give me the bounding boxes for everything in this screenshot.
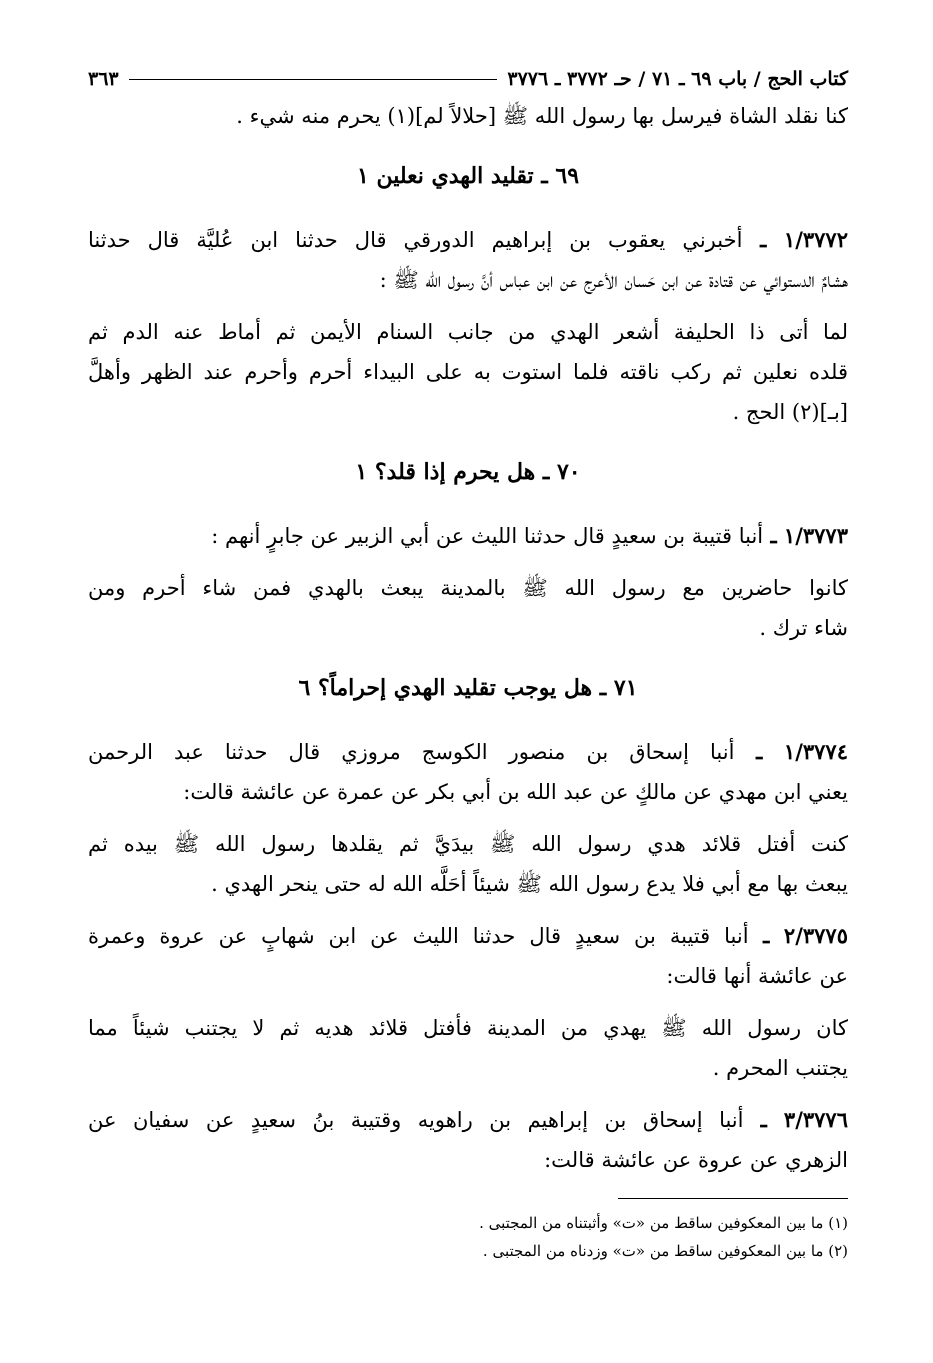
hadith-number: ٣/٣٧٧٦ ـ [743,1107,848,1132]
line-text: شاء ترك . [759,616,848,640]
page-body [88,96,848,1180]
text-line [88,608,848,648]
text-line [88,260,848,300]
spacer [88,1088,848,1100]
line-text: أنبا إسحاق بن منصور الكوسج مروزي قال حدثنا عبد الرحمن [88,740,735,764]
text-line [88,772,848,812]
text-line [88,1140,848,1180]
text-line [88,732,848,772]
book-page [88,62,848,1265]
text-line [88,312,848,352]
line-text: هشامٌ الدستوائي عن قتادة عن ابن حَسان الأعرج عن ابن عباس أنَّ رسول الله ﷺ : [379,268,848,292]
line-text: يجتنب المحرم . [712,1056,848,1080]
text-line [88,864,848,904]
footnotes [88,1209,848,1265]
footnote-separator [618,1198,848,1199]
line-text: عن عائشة أنها قالت: [666,964,848,988]
hadith-number: ١/٣٧٧٢ ـ [742,227,848,252]
line-text: قلده نعلين ثم ركب ناقته فلما استوت به على البيداء أحرم وأحرم عند الظهر وأهلَّ [88,360,848,384]
line-text: يبعث بها مع أبي فلا يدع رسول الله ﷺ شيئاً أحَلَّه الله له حتى ينحر الهدي . [211,872,848,896]
text-line [88,352,848,392]
spacer [88,300,848,312]
text-line [88,1008,848,1048]
text-line [88,916,848,956]
line-text: يعني ابن مهدي عن مالكٍ عن عبد الله بن أبي بكر عن عمرة عن عائشة قالت: [183,780,848,804]
spacer [88,136,848,156]
line-text: لما أتى ذا الحليفة أشعر الهدي من جانب السنام الأيمن ثم أماط عنه الدم ثم [88,320,848,344]
spacer [88,556,848,568]
line-text: كنت أفتل قلائد هدي رسول الله ﷺ بيدَيَّ ثم يقلدها رسول الله ﷺ بيده ثم [88,832,848,856]
spacer [88,208,848,220]
text-line [88,568,848,608]
text-line [88,516,848,556]
footnote: (١) ما بين المعكوفين ساقط من «ت» وأثبتناه من المجتبى . [479,1214,848,1232]
text-line [88,220,848,260]
hadith-number: ١/٣٧٧٣ ـ [763,523,848,548]
line-text: كانوا حاضرين مع رسول الله ﷺ بالمدينة يبعث بالهدي فمن شاء أحرم ومن [88,576,848,600]
hadith-number: ٢/٣٧٧٥ ـ [748,923,848,948]
line-text: أخبرني يعقوب بن إبراهيم الدورقي قال حدثنا ابن عُليَّة قال حدثنا [88,228,743,252]
hadith-number: ١/٣٧٧٤ ـ [734,739,848,764]
chapter-heading: ٧١ ـ هل يوجب تقليد الهدي إحراماً؟ ٦ [298,675,638,701]
spacer [88,492,848,504]
line-text: أنبا قتيبة بن سعيدٍ قال حدثنا الليث عن أبي الزبير عن جابرٍ أنهم : [211,524,764,548]
running-header [88,62,848,96]
chapter-heading: ٦٩ ـ تقليد الهدي نعلين ١ [356,163,580,189]
spacer [88,904,848,916]
spacer [88,648,848,668]
spacer [88,432,848,452]
line-text: كنا نقلد الشاة فيرسل بها رسول الله ﷺ [حلالاً لم](١) يحرم منه شيء . [236,104,848,128]
chapter-heading: ٧٠ ـ هل يحرم إذا قلد؟ ١ [355,459,581,485]
text-line [88,1048,848,1088]
text-line [88,96,848,136]
spacer [88,196,848,208]
line-text: الزهري عن عروة عن عائشة قالت: [544,1148,848,1172]
header-rule [129,79,498,80]
text-line [88,1100,848,1140]
text-line [88,824,848,864]
footnote: (٢) ما بين المعكوفين ساقط من «ت» وزدناه من المجتبى . [482,1242,848,1260]
spacer [88,708,848,720]
line-text: كان رسول الله ﷺ يهدي من المدينة فأفتل قلائد هديه ثم لا يجتنب شيئاً مما [88,1016,848,1040]
line-text: أنبا قتيبة بن سعيدٍ قال حدثنا الليث عن ابن شهابٍ عن عروة وعمرة [88,924,749,948]
text-line [88,392,848,432]
spacer [88,996,848,1008]
line-text: [بـ](٢) الحج . [732,400,848,424]
spacer [88,720,848,732]
page-number: ٣٦٣ [88,68,119,90]
line-text: أنبا إسحاق بن إبراهيم بن راهويه وقتيبة بنُ سعيدٍ عن سفيان عن [88,1108,744,1132]
header-title: كتاب الحج / باب ٦٩ ـ ٧١ / حـ ٣٧٧٢ ـ ٣٧٧٦ [507,68,848,90]
text-line [88,956,848,996]
spacer [88,812,848,824]
spacer [88,504,848,516]
